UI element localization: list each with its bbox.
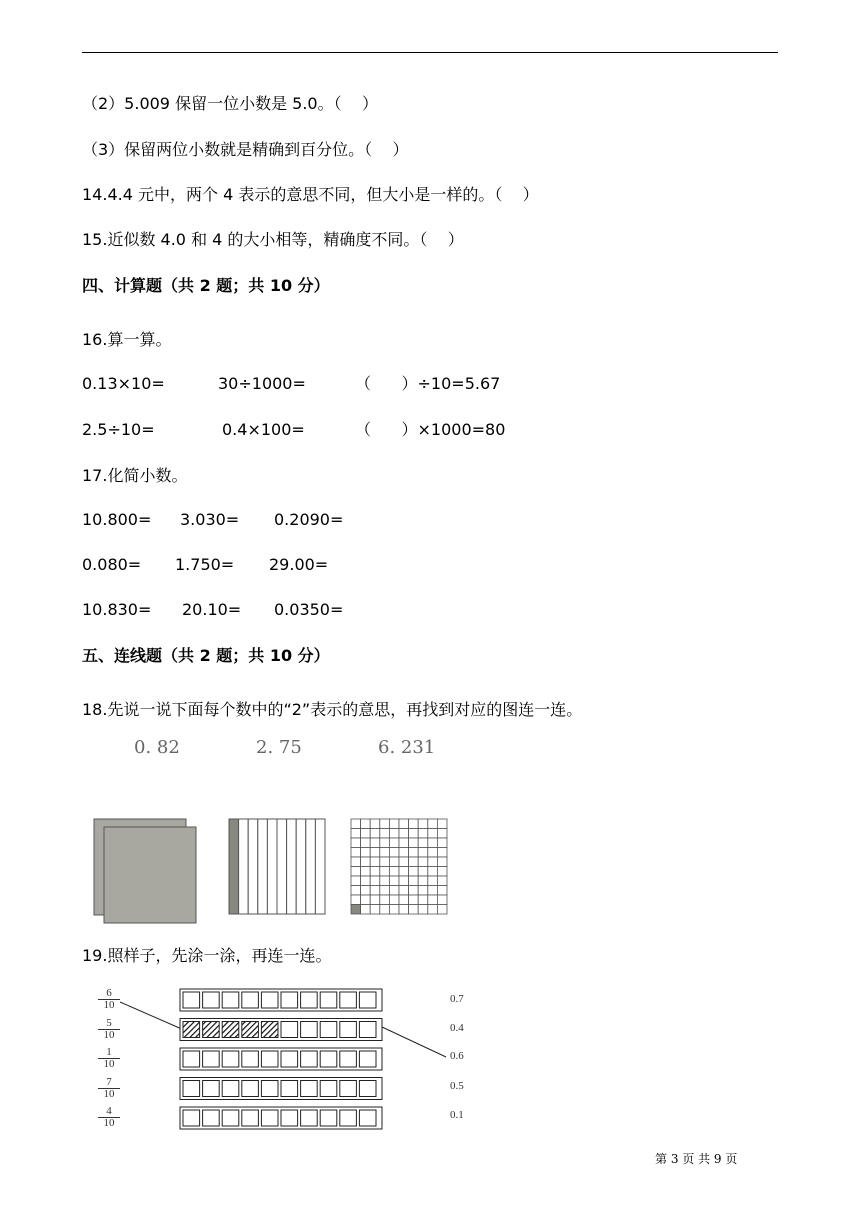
hundredth-cell [389,895,399,905]
page-footer: 第 3 页 共 9 页 [655,1152,738,1166]
tenth-strip [296,819,306,914]
hundredth-cell [418,838,428,848]
strip-cell [203,1110,220,1126]
strip-cell [301,1081,318,1097]
hundredth-cell [399,905,409,915]
question-19: 19.照样子，先涂一涂，再连一连。 [82,946,332,965]
decimal-value: 0.5 [450,1080,464,1092]
hundredth-cell [399,838,409,848]
tenths-figure [228,818,328,918]
hundredth-cell [389,867,399,877]
hundredth-cell [437,829,447,839]
hundredth-cell [437,886,447,896]
simplify-item: 0.080= [82,555,142,574]
hundredth-cell [370,876,380,886]
question-18: 18.先说一说下面每个数中的“2”表示的意思，再找到对应的图连一连。 [82,700,583,719]
hundredth-cell [361,905,371,915]
strip-cell [320,1022,337,1038]
decimal-value: 0.4 [450,1022,464,1034]
hundredth-cell [370,848,380,858]
hundredth-cell [389,876,399,886]
hundredths-figure [350,818,450,918]
hundredth-cell [409,848,419,858]
hundredth-cell [361,886,371,896]
hundredth-cell [370,886,380,896]
strip-cell [320,1051,337,1067]
hundredth-cell [409,819,419,829]
section-5-heading: 五、连线题（共 2 题；共 10 分） [82,646,330,665]
hundredth-cell [428,829,438,839]
hundredth-cell [351,895,361,905]
hundredth-cell [380,895,390,905]
strip-cell [301,1022,318,1038]
strip-cell [359,1110,376,1126]
hundredth-cell [399,867,409,877]
hundredth-cell [351,819,361,829]
hundredth-cell [380,838,390,848]
example-connector-left [120,1002,184,1030]
hundredth-cell [409,876,419,886]
strip-cell [340,1022,357,1038]
tenth-strip [315,819,325,914]
strip-cell [222,1022,239,1038]
hundredth-cell [409,886,419,896]
hundredth-cell [437,876,447,886]
question-16: 16.算一算。 [82,330,172,349]
hundredth-cell [409,838,419,848]
fraction-label: $\frac{5}{10}$ [98,1018,120,1041]
hundredth-cell [428,857,438,867]
tenth-strip [229,819,239,914]
strip-cell [242,1110,259,1126]
hundredth-cell [389,848,399,858]
example-connector-right [382,1027,446,1057]
hundredth-cell [380,829,390,839]
hundredth-cell [418,867,428,877]
hundredth-cell [437,895,447,905]
hundredth-cell [370,838,380,848]
hundredth-cell [361,895,371,905]
hundredth-cell [418,895,428,905]
hundredth-cell [399,857,409,867]
hundredth-cell [380,819,390,829]
hundredth-cell [418,905,428,915]
hundredth-cell [399,829,409,839]
question-13-3: （3）保留两位小数就是精确到百分位。（ ） [82,140,409,159]
hundredth-cell [399,895,409,905]
hundredth-cell [437,867,447,877]
strip-cell [242,1022,259,1038]
simplify-item: 29.00= [269,555,329,574]
hundredth-cell [380,886,390,896]
section-4-heading: 四、计算题（共 2 题；共 10 分） [82,276,330,295]
strip-cell [320,1110,337,1126]
strip-cell [261,1051,278,1067]
strip-cell [261,1081,278,1097]
strip-cell [359,1051,376,1067]
hundredth-cell [351,848,361,858]
hundredth-cell [399,819,409,829]
hundredth-cell [351,886,361,896]
hundredth-cell [361,829,371,839]
simplify-item: 10.800= [82,510,152,529]
strip-cell [281,1022,298,1038]
hundredth-cell [351,829,361,839]
fraction-label: $\frac{6}{10}$ [98,988,120,1011]
hundredth-cell [361,867,371,877]
calc-item: （ ）×1000=80 [355,420,506,439]
hundredth-cell [380,867,390,877]
strip-cell [281,1081,298,1097]
hundredth-cell [428,886,438,896]
simplify-item: 1.750= [175,555,235,574]
hundredth-cell [370,819,380,829]
strip-cell [261,992,278,1008]
decimal-value: 0.6 [450,1050,464,1062]
hundredth-cell [409,829,419,839]
hundredth-cell [389,886,399,896]
hundredth-cell [418,886,428,896]
number-label: 0. 82 [134,737,180,758]
hundredth-cell [370,895,380,905]
simplify-item: 20.10= [182,600,242,619]
strip-cell [301,1051,318,1067]
strip-cell [222,1081,239,1097]
hundredth-cell [418,829,428,839]
hundredth-cell [437,838,447,848]
hundredth-cell [428,867,438,877]
number-label: 2. 75 [256,737,302,758]
calc-item: 0.13×10= [82,374,165,393]
simplify-item: 10.830= [82,600,152,619]
hundredth-cell [361,876,371,886]
hundredth-cell [361,848,371,858]
hundredth-cell [389,857,399,867]
hundredth-cell [409,895,419,905]
strip-cell [183,1022,200,1038]
fraction-label: $\frac{4}{10}$ [98,1106,120,1129]
hundredth-cell [437,819,447,829]
calc-item: 2.5÷10= [82,420,155,439]
hundredth-cell [370,905,380,915]
hundredth-cell [380,905,390,915]
question-15: 15.近似数 4.0 和 4 的大小相等，精确度不同。（ ） [82,230,464,249]
hundredth-cell [428,819,438,829]
strip-cell [320,1081,337,1097]
hundredth-cell [370,867,380,877]
hundredth-cell [428,905,438,915]
strip-cell [301,992,318,1008]
calc-item: （ ）÷10=5.67 [355,374,501,393]
hundredth-cell [399,848,409,858]
tenth-strip [287,819,297,914]
strip-cell [203,1051,220,1067]
header-rule [82,52,778,53]
hundredth-cell [428,876,438,886]
calc-item: 30÷1000= [218,374,306,393]
strip-cell [222,1051,239,1067]
fraction-label: $\frac{1}{10}$ [98,1047,120,1070]
hundredth-cell [370,857,380,867]
decimal-value: 0.7 [450,993,464,1005]
number-label: 6. 231 [378,737,436,758]
simplify-item: 3.030= [180,510,240,529]
hundredth-cell [409,857,419,867]
strip-cell [301,1110,318,1126]
strip-cell [242,1051,259,1067]
hundredth-cell [351,838,361,848]
hundredth-cell [380,857,390,867]
hundredth-cell [428,838,438,848]
hundredth-cell [437,905,447,915]
strip-cell [203,992,220,1008]
tenth-strip [258,819,268,914]
hundredth-cell [389,819,399,829]
decimal-value: 0.1 [450,1109,464,1121]
strip-cell [340,1081,357,1097]
strip-cell [261,1022,278,1038]
hundredth-cell [437,857,447,867]
hundredth-cell [370,829,380,839]
question-17: 17.化简小数。 [82,466,188,485]
question-14: 14.4.4 元中，两个 4 表示的意思不同，但大小是一样的。（ ） [82,185,539,204]
strip-cell [340,992,357,1008]
strip-cell [222,1110,239,1126]
strip-cell [261,1110,278,1126]
strip-cell [340,1051,357,1067]
simplify-item: 0.0350= [274,600,344,619]
hundredth-cell [380,876,390,886]
hundredth-cell [399,876,409,886]
fraction-label: $\frac{7}{10}$ [98,1077,120,1100]
strip-cell [242,1081,259,1097]
hundredth-cell [389,905,399,915]
strip-cell [183,1081,200,1097]
tenth-strip [306,819,316,914]
hundredth-cell [351,876,361,886]
strip-cell [359,992,376,1008]
question-13-2: （2）5.009 保留一位小数是 5.0。（ ） [82,94,378,113]
strip-cell [340,1110,357,1126]
strip-cell [183,1110,200,1126]
strip-cell [359,1022,376,1038]
strip-cell [281,992,298,1008]
strip-diagram [100,985,470,1135]
hundredth-cell [437,848,447,858]
hundredth-cell [409,905,419,915]
tenth-strip [277,819,287,914]
hundredth-cell [351,857,361,867]
hundredth-cell [389,838,399,848]
hundredth-cell [409,867,419,877]
hundredth-cell [361,857,371,867]
hundredth-cell [380,848,390,858]
two-wholes-figure [90,815,210,925]
hundredth-cell [389,829,399,839]
hundredth-cell [361,819,371,829]
strip-cell [203,1081,220,1097]
hundredth-cell [418,819,428,829]
strip-cell [203,1022,220,1038]
tenth-strip [267,819,277,914]
strip-cell [242,992,259,1008]
simplify-item: 0.2090= [274,510,344,529]
tenth-strip [239,819,249,914]
strip-cell [359,1081,376,1097]
hundredth-cell [418,876,428,886]
hundredth-cell [361,838,371,848]
calc-item: 0.4×100= [222,420,305,439]
strip-cell [281,1051,298,1067]
hundredth-cell [418,857,428,867]
strip-cell [281,1110,298,1126]
hundredth-cell [399,886,409,896]
strip-cell [320,992,337,1008]
strip-cell [183,992,200,1008]
strip-cell [222,992,239,1008]
hundredth-cell [418,848,428,858]
hundredth-cell [428,895,438,905]
strip-cell [183,1051,200,1067]
hundredth-cell [428,848,438,858]
tenth-strip [248,819,258,914]
hundredth-cell [351,867,361,877]
hundredth-cell [351,905,361,915]
